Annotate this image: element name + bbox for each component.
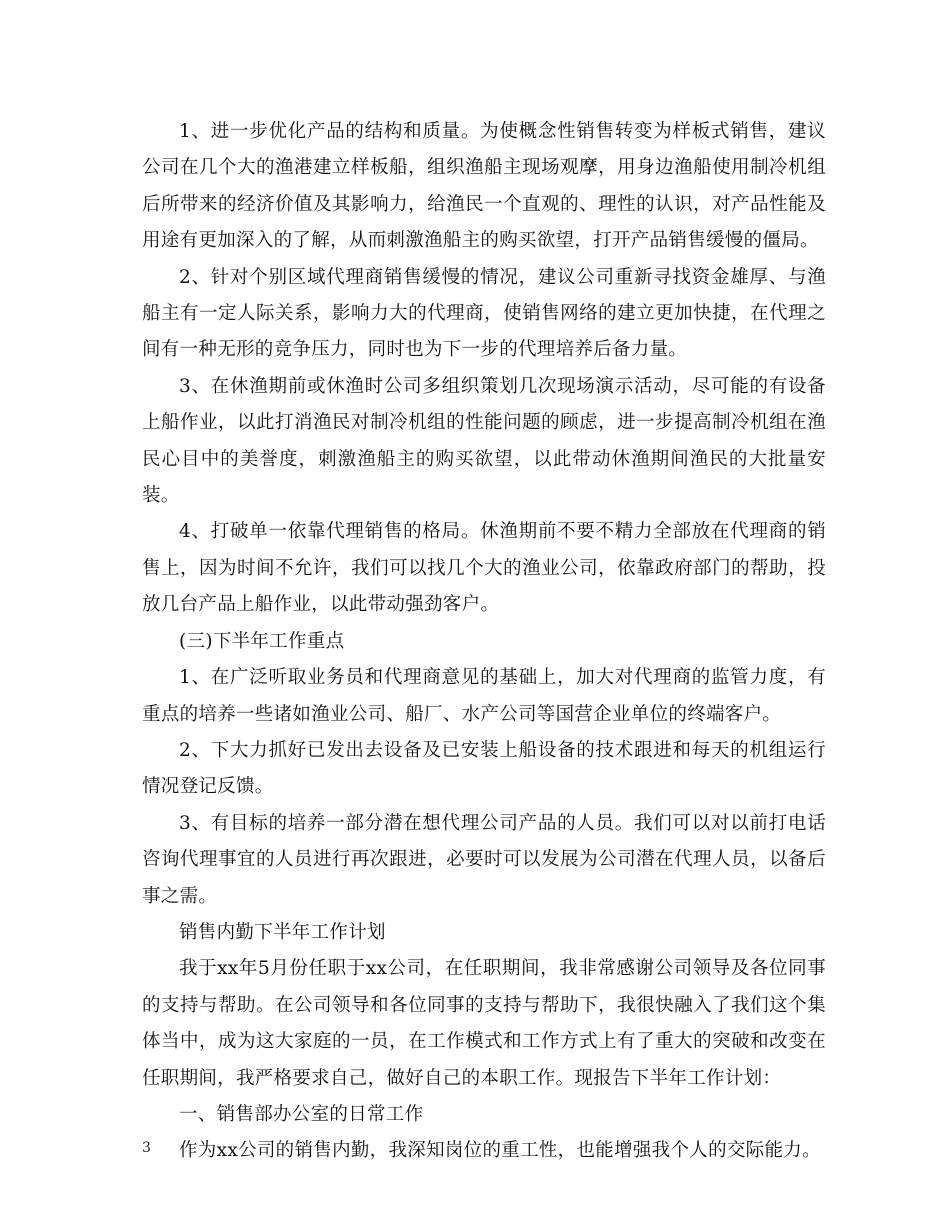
paragraph-onsite-demo: 3、在休渔期前或休渔时公司多组织策划几次现场演示活动，尽可能的有设备上船作业，以此打消渔民对制冷机组的性能问题的顾虑，进一步提高制冷机组在渔民心目中的美誉度，刺激渔船主的购买欲望，以此带动休渔期间渔民的大批量安装。 — [142, 375, 826, 507]
paragraph-break-single-agent: 4、打破单一依靠代理销售的格局。休渔期前不要不精力全部放在代理商的销售上，因为时间不允许，我们可以找几个大的渔业公司，依靠政府部门的帮助，投放几台产品上船作业，以此带动强劲客户。 — [142, 521, 826, 616]
section-heading-sales-assistant-plan: 销售内勤下半年工作计划 — [179, 921, 386, 943]
paragraph-introduction: 我于xx年5月份任职于xx公司，在任职期间，我非常感谢公司领导及各位同事的支持与帮助。在公司领导和各位同事的支持与帮助下，我很快融入了我们这个集体当中，成为这大家庭的一员，在工作模式和工作方式上有了重大的突破和改变在任职期间，我严格要求自己，做好自己的本职工作。现报告下半年工作计划： — [142, 958, 826, 1089]
paragraph-regional-agents: 2、针对个别区域代理商销售缓慢的情况，建议公司重新寻找资金雄厚、与渔船主有一定人际关系，影响力大的代理商，使销售网络的建立更加快捷，在代理之间有一种无形的竞争压力，同时也为下一步的代理培养后备力量。 — [142, 266, 826, 361]
section-heading-daily-office-work: 一、销售部办公室的日常工作 — [179, 1103, 424, 1125]
paragraph-agent-supervision: 1、在广泛听取业务员和代理商意见的基础上，加大对代理商的监管力度，有重点的培养一些诸如渔业公司、船厂、水产公司等国营企业单位的终端客户。 — [142, 667, 826, 725]
section-heading-priorities: (三)下半年工作重点 — [179, 630, 345, 652]
paragraph-technical-followup: 2、下大力抓好已发出去设备及已安装上船设备的技术跟进和每天的机组运行情况登记反馈。 — [142, 739, 826, 798]
paragraph-potential-agents: 3、有目标的培养一部分潜在想代理公司产品的人员。我们可以对以前打电话咨询代理事宜的人员进行再次跟进，必要时可以发展为公司潜在代理人员，以备后事之需。 — [142, 812, 826, 907]
page-number: 3 — [142, 1140, 151, 1156]
document-body — [142, 114, 826, 1170]
paragraph-optimize-products: 1、进一步优化产品的结构和质量。为使概念性销售转变为样板式销售，建议公司在几个大的渔港建立样板船，组织渔船主现场观摩，用身边渔船使用制冷机组后所带来的经济价值及其影响力，给渔民一个直观的、理性的认识，对产品性能及用途有更加深入的了解，从而刺激渔船主的购买欲望，打开产品销售缓慢的僵局。 — [142, 121, 826, 252]
paragraph-sales-assistant-role: 作为xx公司的销售内勤，我深知岗位的重工性，也能增强我个人的交际能力。 — [179, 1140, 821, 1162]
